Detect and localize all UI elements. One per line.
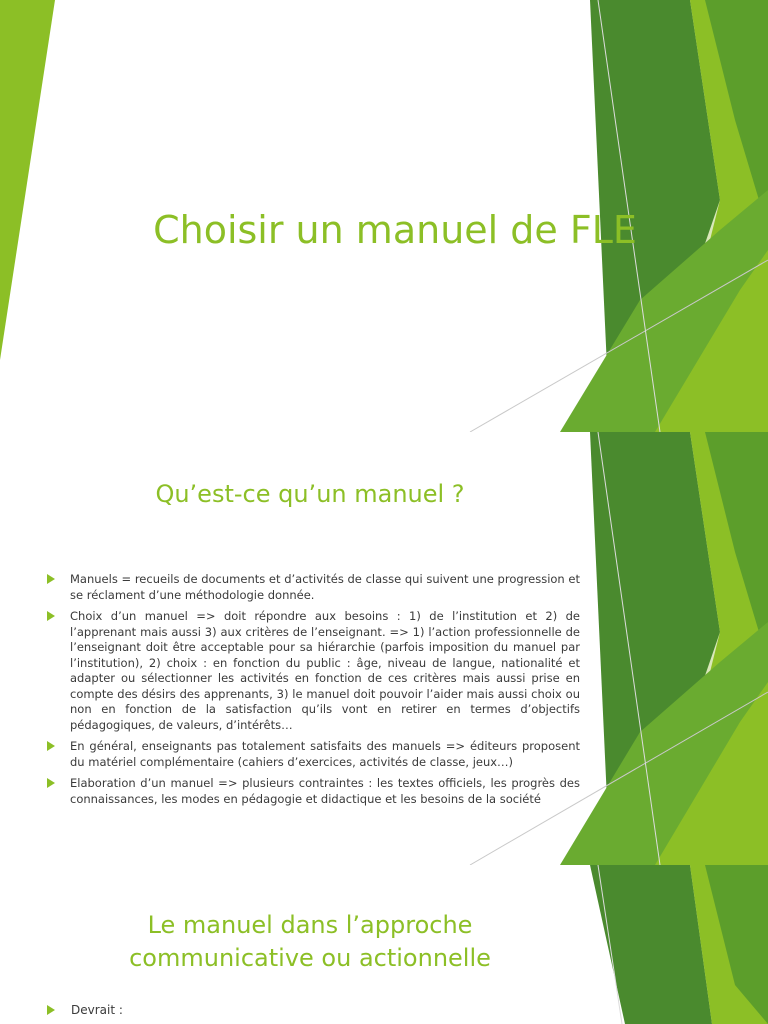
- slide-3-title-line-2: communicative ou actionnelle: [129, 944, 491, 972]
- bullet-item: Choix d’un manuel => doit répondre aux besoins : 1) de l’institution et 2) de l’apprenant mais aussi 3) aux critères de l’enseignant. => 1) l’action professionnelle de l’enseignant doit être acceptable pour sa hiérarchie (parfois imposition du manuel par l’institution), 2) choix : en fonction du public : âge, niveau de langue, nationalité et adapter ou sélectionner les activités en fonction de ces critères mais aussi prise en compte des désirs des apprenants, 3) le manuel doit pouvoir l’aider mais aussi choix ou non en fonction de la satisfaction qu’ils vont en retirer en termes d’objectifs pédagogiques, de valeurs, d’intérêts…: [45, 609, 580, 733]
- slide-3-title-line-1: Le manuel dans l’approche: [147, 911, 473, 939]
- bullet-item: Manuels = recueils de documents et d’activités de classe qui suivent une progression et se réclament d’une méthodologie donnée.: [45, 572, 580, 603]
- slide-3-bullet-list: [45, 1003, 123, 1018]
- slide-1: [0, 0, 768, 432]
- slide-3-title: [70, 909, 550, 975]
- bullet-item: Devrait :: [45, 1003, 123, 1018]
- slide-2-bullet-list: [45, 572, 580, 813]
- slide-2: [0, 432, 768, 865]
- slide-3: [0, 865, 768, 1024]
- bullet-arrow-icon: [47, 611, 55, 621]
- slide-1-title: Choisir un manuel de FLE: [153, 208, 637, 252]
- bullet-arrow-icon: [47, 778, 55, 788]
- bullet-item: En général, enseignants pas totalement satisfaits des manuels => éditeurs proposent du matériel complémentaire (cahiers d’exercices, activités de classe, jeux…): [45, 739, 580, 770]
- bullet-arrow-icon: [47, 1005, 55, 1015]
- bullet-arrow-icon: [47, 741, 55, 751]
- bullet-arrow-icon: [47, 574, 55, 584]
- bullet-item: Elaboration d’un manuel => plusieurs contraintes : les textes officiels, les progrès des connaissances, les modes en pédagogie et didactique et les besoins de la société: [45, 776, 580, 807]
- slide-2-title: Qu’est-ce qu’un manuel ?: [155, 480, 465, 508]
